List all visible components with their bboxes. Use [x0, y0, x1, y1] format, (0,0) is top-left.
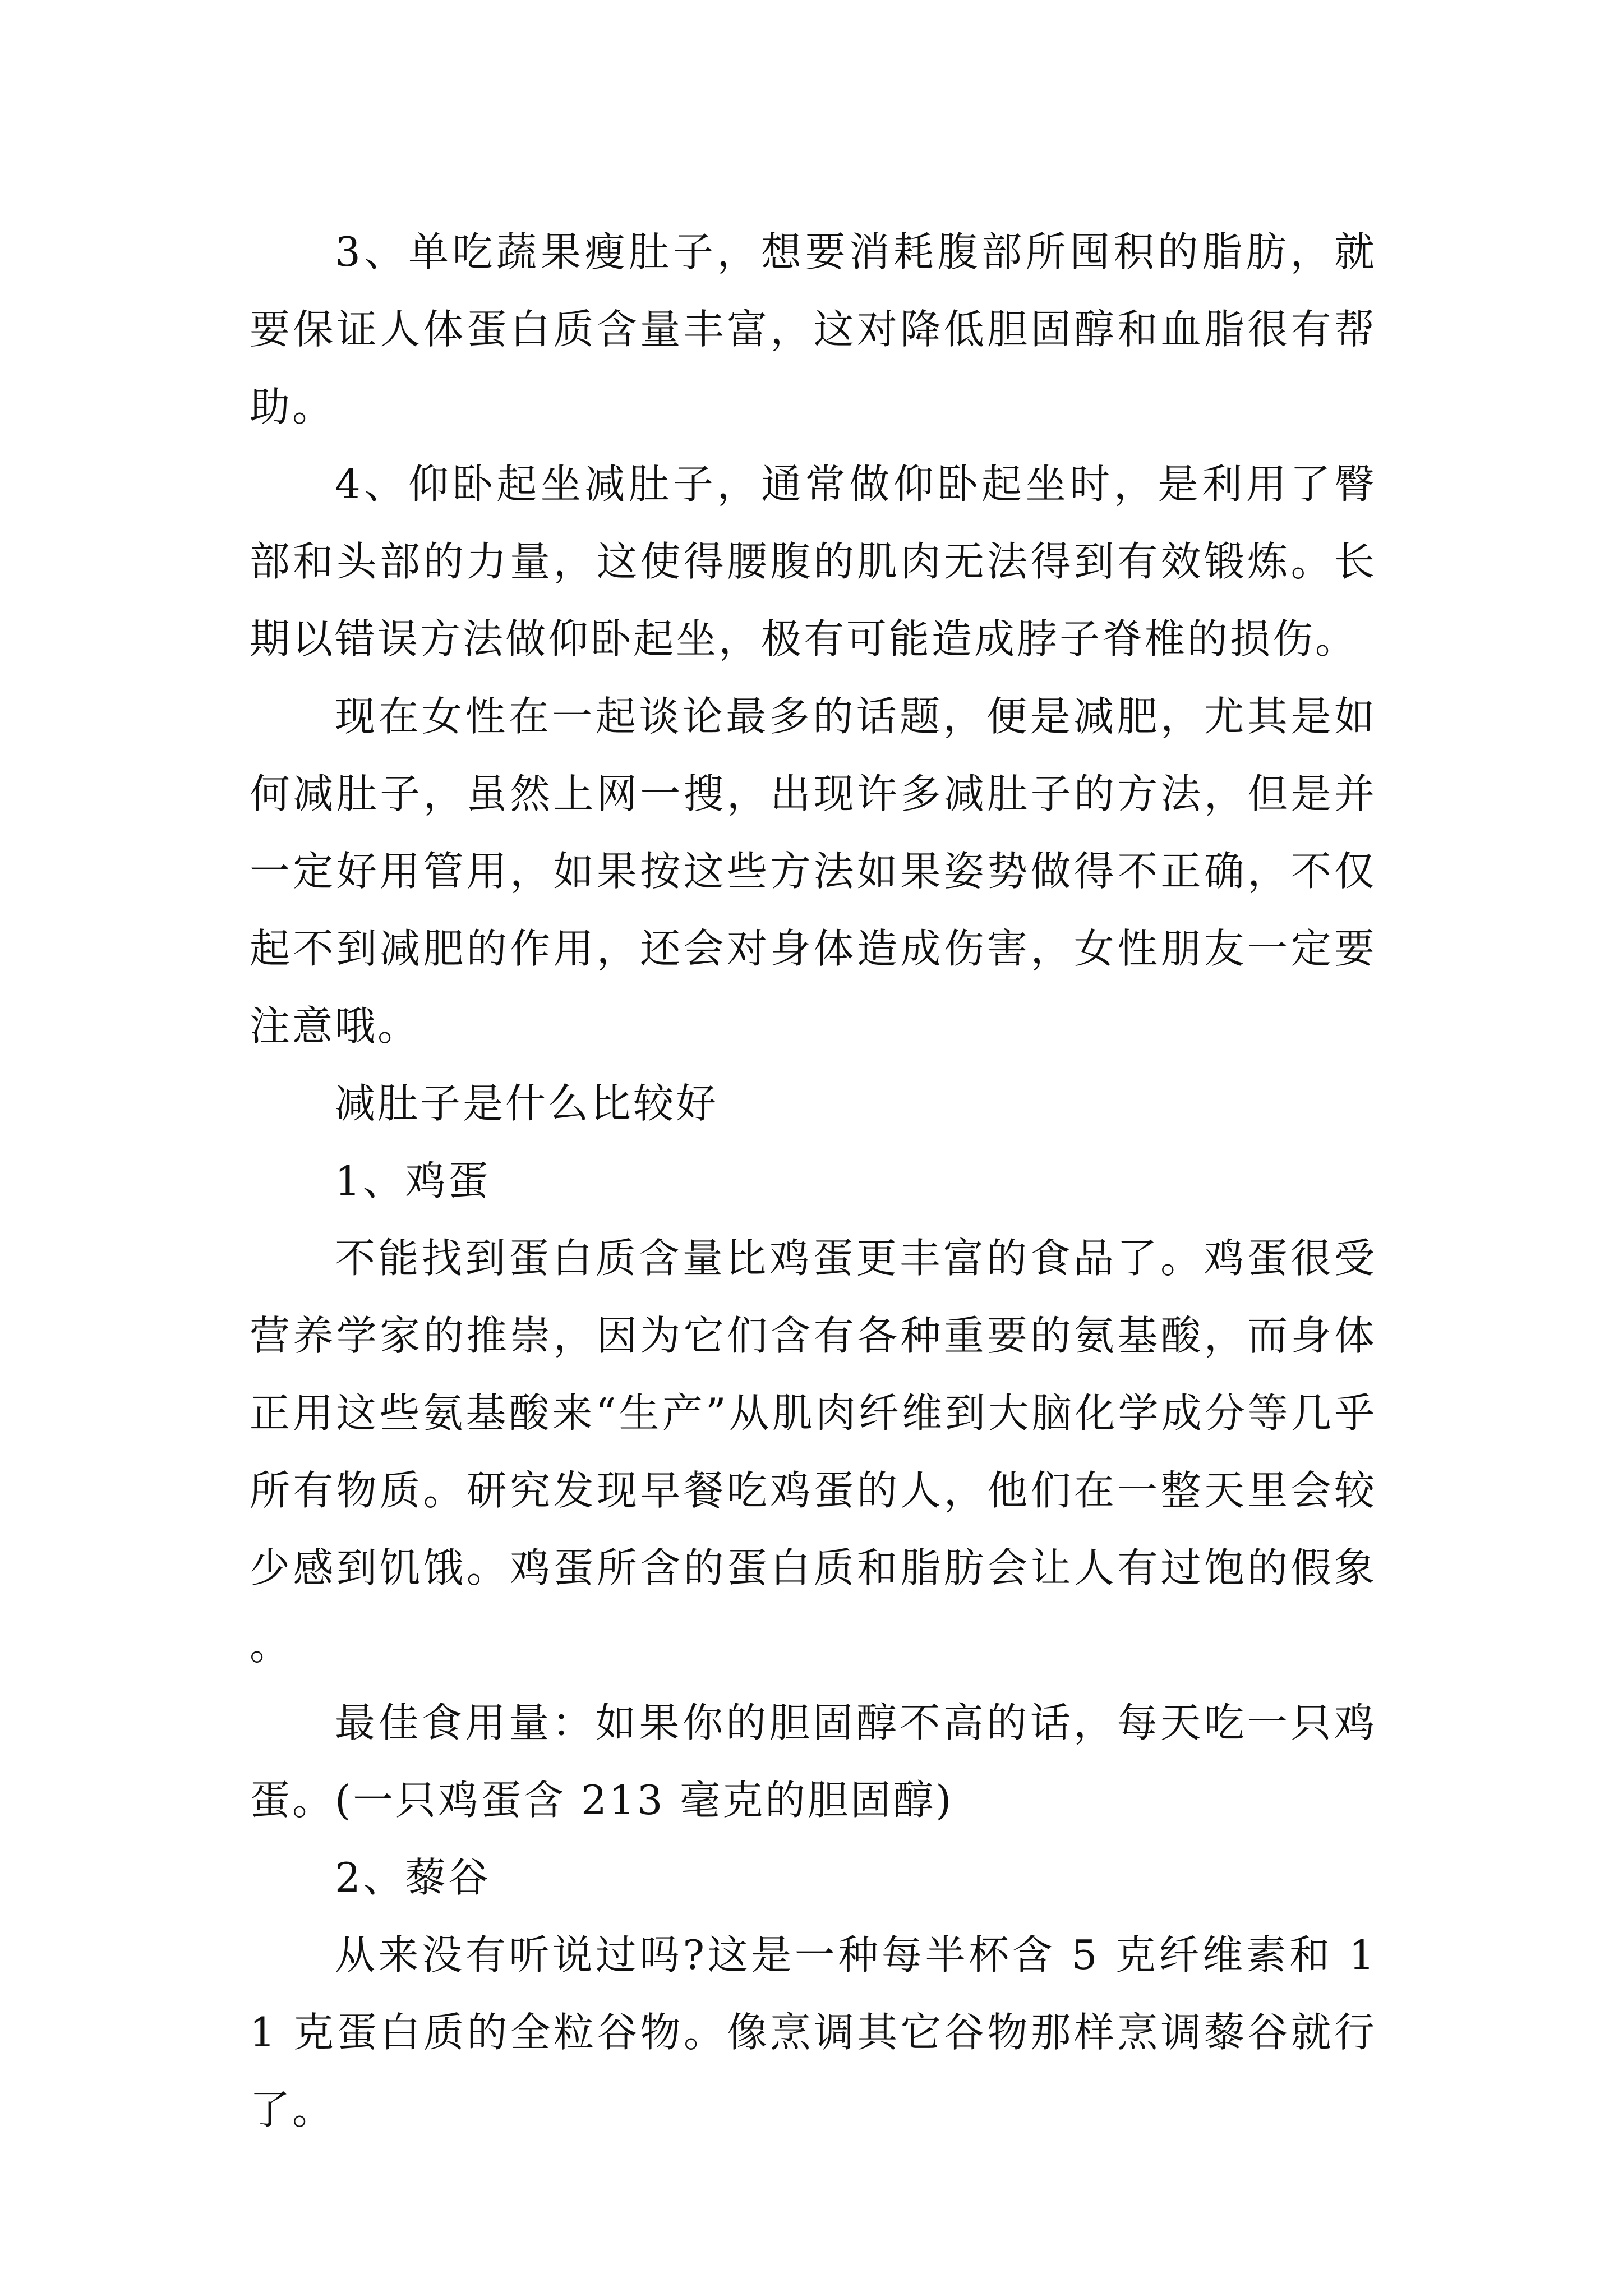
- paragraph-women-topic: 现在女性在一起谈论最多的话题，便是减肥，尤其是如何减肚子，虽然上网一搜，出现许多减肚子的方法，但是并一定好用管用，如果按这些方法如果姿势做得不正确，不仅起不到减肥的作用，还会对身体造成伤害，女性朋友一定要注意哦。: [250, 693, 1377, 1050]
- paragraph-item-3-vegetables: 3、单吃蔬果瘦肚子，想要消耗腹部所囤积的脂肪，就要保证人体蛋白质含量丰富，这对降低胆固醇和血脂很有帮助。: [250, 228, 1377, 430]
- document-body: [250, 213, 1377, 2148]
- paragraph-item-4-situps: 4、仰卧起坐减肚子，通常做仰卧起坐时，是利用了臀部和头部的力量，这使得腰腹的肌肉无法得到有效锻炼。长期以错误方法做仰卧起坐，极有可能造成脖子脊椎的损伤。: [250, 461, 1377, 662]
- paragraph-quinoa: 从来没有听说过吗?这是一种每半杯含 5 克纤维素和 11 克蛋白质的全粒谷物。像烹调其它谷物那样烹调藜谷就行了。: [250, 1931, 1377, 2133]
- section-heading: 减肚子是什么比较好: [335, 1080, 719, 1127]
- paragraph-eggs-dosage: 最佳食用量：如果你的胆固醇不高的话，每天吃一只鸡蛋。(一只鸡蛋含 213 毫克的胆固醇): [250, 1699, 1377, 1824]
- paragraph-eggs: 不能找到蛋白质含量比鸡蛋更丰富的食品了。鸡蛋很受营养学家的推崇，因为它们含有各种重要的氨基酸，而身体正用这些氨基酸来“生产”从肌肉纤维到大脑化学成分等几乎所有物质。研究发现早餐吃鸡蛋的人，他们在一整天里会较少感到饥饿。鸡蛋所含的蛋白质和脂肪会让人有过饱的假象。: [250, 1235, 1377, 1669]
- list-heading-quinoa: 2、藜谷: [335, 1854, 491, 1901]
- list-heading-eggs: 1、鸡蛋: [335, 1157, 491, 1204]
